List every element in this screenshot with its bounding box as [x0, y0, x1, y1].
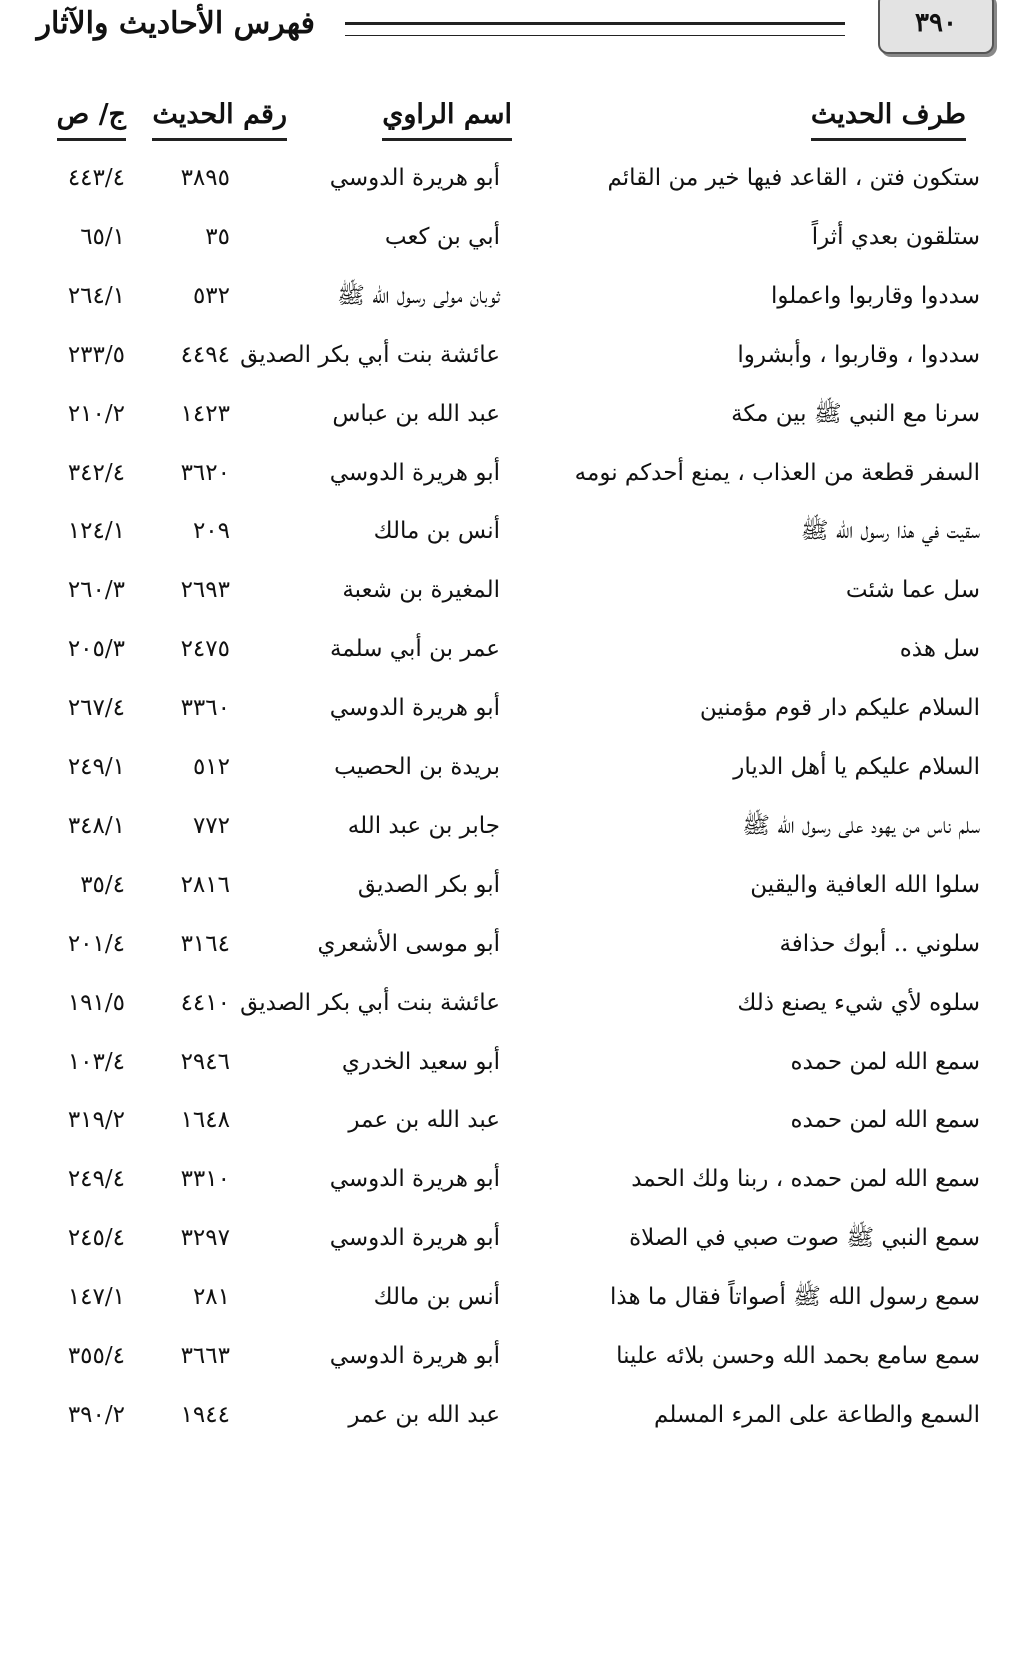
hadith-number: ٥١٢ — [192, 754, 230, 780]
volume-page: ١٩١/٥ — [67, 989, 125, 1016]
hadith-number: ٢٦٩٣ — [180, 577, 230, 604]
table-row — [0, 158, 1010, 220]
hadith-opening: سرنا مع النبي ﷺ بين مكة — [731, 400, 980, 427]
hadith-opening: السلام عليكم يا أهل الديار — [733, 754, 980, 780]
hadith-opening: سمع الله لمن حمده — [790, 1048, 980, 1075]
hadith-opening: سمع النبي ﷺ صوت صبي في الصلاة — [629, 1225, 980, 1252]
table-row — [0, 983, 1010, 1045]
hadith-number: ٤٤١٠ — [180, 989, 230, 1016]
narrator-name: أبو هريرة الدوسي — [329, 1343, 500, 1369]
hadith-opening: سلم ناس من يهود على رسول الله ﷺ — [742, 812, 980, 839]
volume-page: ٢١٠/٢ — [67, 400, 125, 427]
volume-page: ٣٤٢/٤ — [67, 459, 125, 486]
volume-page: ١٠٣/٤ — [67, 1048, 125, 1075]
table-row — [0, 865, 1010, 927]
narrator-name: عائشة بنت أبي بكر الصديق — [240, 989, 500, 1016]
narrator-name: جابر بن عبد الله — [347, 812, 500, 839]
hadith-opening: السلام عليكم دار قوم مؤمنين — [699, 695, 980, 722]
table-row — [0, 453, 1010, 515]
hadith-opening: سلوه لأي شيء يصنع ذلك — [737, 989, 980, 1016]
narrator-name: أبو هريرة الدوسي — [329, 165, 500, 191]
table-row — [0, 629, 1010, 691]
volume-page: ٦٥/١ — [80, 223, 125, 250]
hadith-opening: سمع الله لمن حمده ، ربنا ولك الحمد — [631, 1166, 980, 1193]
table-row — [0, 1218, 1010, 1280]
volume-page: ٣٤٨/١ — [67, 812, 125, 839]
hadith-opening: سمع رسول الله ﷺ أصواتاً فقال ما هذا — [610, 1284, 980, 1311]
table-row — [0, 276, 1010, 338]
hadith-number: ٣٢٩٧ — [180, 1225, 230, 1252]
table-row — [0, 1159, 1010, 1221]
narrator-name: أبو هريرة الدوسي — [329, 1166, 500, 1193]
narrator-name: عبد الله بن عباس — [332, 400, 500, 427]
table-row — [0, 1336, 1010, 1398]
volume-page: ٢٤٩/١ — [67, 754, 125, 780]
hadith-opening: السمع والطاعة على المرء المسلم — [654, 1401, 980, 1428]
narrator-name: أبو سعيد الخدري — [341, 1048, 500, 1075]
table-row — [0, 1042, 1010, 1104]
column-header-hadith-opening: طرف الحديث — [811, 96, 966, 141]
table-row — [0, 511, 1010, 573]
table-row — [0, 688, 1010, 750]
volume-page: ٢٤٥/٤ — [67, 1225, 125, 1252]
volume-page: ٣٩٠/٢ — [67, 1401, 125, 1428]
narrator-name: المغيرة بن شعبة — [342, 577, 500, 604]
hadith-opening: سل عما شئت — [845, 577, 980, 604]
hadith-number: ٣٨٩٥ — [180, 165, 230, 191]
table-row — [0, 1395, 1010, 1457]
volume-page: ٤٤٣/٤ — [67, 165, 125, 191]
volume-page: ٢٤٩/٤ — [67, 1166, 125, 1193]
narrator-name: أبو هريرة الدوسي — [329, 695, 500, 722]
volume-page: ٢٣٣/٥ — [67, 341, 125, 368]
hadith-opening: سقيت في هذا رسول الله ﷺ — [800, 518, 980, 545]
page-number: ٣٩٠ — [878, 0, 994, 54]
hadith-number: ٥٣٢ — [192, 282, 230, 309]
hadith-number: ٧٧٢ — [192, 812, 230, 839]
volume-page: ١٢٤/١ — [67, 518, 125, 545]
hadith-number: ٤٤٩٤ — [180, 341, 230, 368]
narrator-name: أبو هريرة الدوسي — [329, 459, 500, 486]
table-row — [0, 1100, 1010, 1162]
narrator-name: عبد الله بن عمر — [348, 1401, 500, 1428]
narrator-name: أنس بن مالك — [373, 518, 500, 545]
narrator-name: أبو هريرة الدوسي — [329, 1225, 500, 1252]
narrator-name: عائشة بنت أبي بكر الصديق — [240, 341, 500, 368]
hadith-number: ٣٦٢٠ — [180, 459, 230, 486]
hadith-opening: السفر قطعة من العذاب ، يمنع أحدكم نومه — [574, 459, 980, 486]
volume-page: ٢٠٥/٣ — [67, 636, 125, 663]
volume-page: ٢٦٠/٣ — [67, 577, 125, 604]
volume-page: ٢٦٧/٤ — [67, 695, 125, 722]
hadith-number: ٢٩٤٦ — [180, 1048, 230, 1075]
table-row — [0, 217, 1010, 279]
hadith-number: ٣٣٦٠ — [180, 695, 230, 722]
volume-page: ٣١٩/٢ — [67, 1107, 125, 1134]
hadith-number: ٢٨١٦ — [180, 871, 230, 898]
volume-page: ٣٥/٤ — [80, 871, 125, 898]
hadith-opening: سمع سامع بحمد الله وحسن بلائه علينا — [616, 1343, 980, 1369]
table-row — [0, 335, 1010, 397]
hadith-number: ٢٠٩ — [192, 518, 230, 545]
table-row — [0, 924, 1010, 986]
volume-page: ٣٥٥/٤ — [67, 1343, 125, 1369]
hadith-number: ٢٨١ — [192, 1284, 230, 1311]
table-row — [0, 747, 1010, 809]
hadith-number: ٢٤٧٥ — [180, 636, 230, 663]
narrator-name: عمر بن أبي سلمة — [329, 636, 500, 663]
narrator-name: أنس بن مالك — [373, 1284, 500, 1311]
hadith-opening: سددوا وقاربوا واعملوا — [771, 282, 980, 309]
narrator-name: بريدة بن الحصيب — [334, 754, 500, 780]
table-row — [0, 394, 1010, 456]
narrator-name: عبد الله بن عمر — [348, 1107, 500, 1134]
narrator-name: ثوبان مولى رسول الله ﷺ — [337, 282, 500, 309]
hadith-number: ١٦٤٨ — [180, 1107, 230, 1134]
narrator-name: أبي بن كعب — [384, 223, 500, 250]
hadith-opening: ستكون فتن ، القاعد فيها خير من القائم — [607, 165, 980, 191]
column-header-volume-page: ج/ ص — [57, 96, 126, 141]
hadith-opening: سلوني .. أبوك حذافة — [779, 930, 980, 957]
narrator-name: أبو موسى الأشعري — [317, 930, 500, 957]
running-title: فهرس الأحاديث والآثار — [36, 6, 315, 41]
volume-page: ١٤٧/١ — [67, 1284, 125, 1311]
hadith-number: ٣٣١٠ — [180, 1166, 230, 1193]
table-row — [0, 1277, 1010, 1339]
header-rule — [345, 22, 845, 36]
table-row — [0, 570, 1010, 632]
hadith-number: ٣١٦٤ — [180, 930, 230, 957]
hadith-opening: سمع الله لمن حمده — [790, 1107, 980, 1134]
hadith-number: ١٩٤٤ — [180, 1401, 230, 1428]
hadith-opening: سلوا الله العافية واليقين — [750, 871, 980, 898]
volume-page: ٢٦٤/١ — [67, 282, 125, 309]
hadith-number: ١٤٢٣ — [180, 400, 230, 427]
column-header-hadith-number: رقم الحديث — [152, 96, 287, 141]
column-header-narrator: اسم الراوي — [382, 96, 512, 141]
hadith-opening: ستلقون بعدي أثراً — [811, 223, 980, 250]
volume-page: ٢٠١/٤ — [67, 930, 125, 957]
hadith-opening: سل هذه — [899, 636, 980, 663]
hadith-number: ٣٥ — [205, 223, 230, 250]
hadith-opening: سددوا ، وقاربوا ، وأبشروا — [737, 341, 980, 368]
hadith-number: ٣٦٦٣ — [180, 1343, 230, 1369]
table-row — [0, 806, 1010, 868]
narrator-name: أبو بكر الصديق — [357, 871, 500, 898]
